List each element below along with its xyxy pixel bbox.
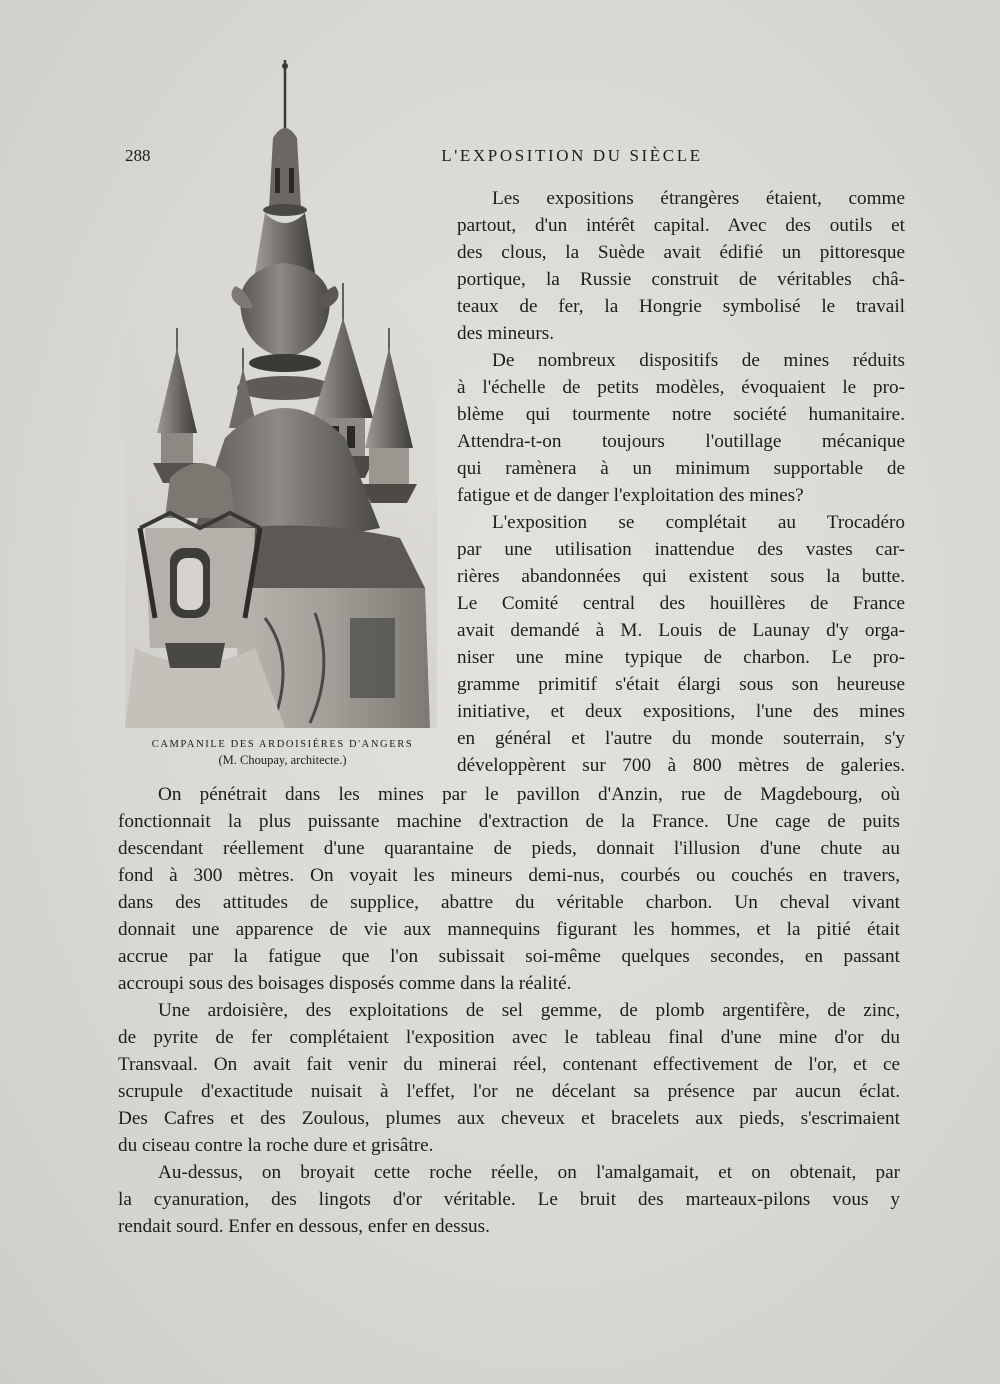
text-line: L'exposition se complétait au Trocadéro (492, 512, 905, 533)
text-line: Transvaal. On avait fait venir du minerai réel, contenant effectivement de l'or, et ce (118, 1054, 900, 1075)
text-line: Des Cafres et des Zoulous, plumes aux cheveux et bracelets aux pieds, s'escrimaient (118, 1108, 900, 1129)
text-line: développèrent sur 700 à 800 mètres de galeries. (457, 755, 905, 776)
text-line: accrue par la fatigue que l'on subissait soi-même quelques secondes, en passant (118, 946, 900, 967)
text-line: partout, d'un intérêt capital. Avec des outils et (457, 215, 905, 236)
text-line: scrupule d'exactitude nuisait à l'effet, l'or ne décelant sa présence par aucun éclat. (118, 1081, 900, 1102)
text-line: rières abandonnées qui existent sous la butte. (457, 566, 905, 587)
text-line: qui ramènera à un minimum supportable de (457, 458, 905, 479)
text-line: Les expositions étrangères étaient, comme (492, 188, 905, 209)
text-line: portique, la Russie construit de véritables châ- (457, 269, 905, 290)
text-line: initiative, et deux expositions, l'une des mines (457, 701, 905, 722)
text-line: de pyrite de fer complétaient l'exposition avec le tableau final d'une mine d'or du (118, 1027, 900, 1048)
text-line: donnait une apparence de vie aux mannequins figurant les hommes, et la pitié était (118, 919, 900, 940)
text-line: dans des attitudes de supplice, abattre du véritable charbon. Un cheval vivant (118, 892, 900, 913)
figure-caption-credit: (M. Choupay, architecte.) (218, 753, 347, 767)
text-line: par une utilisation inattendue des vastes car- (457, 539, 905, 560)
text-line: fond à 300 mètres. On voyait les mineurs demi-nus, courbés ou couchés en travers, (118, 865, 900, 886)
text-line: Au-dessus, on broyait cette roche réelle, on l'amalgamait, et on obtenait, par (158, 1162, 900, 1183)
text-line: avait demandé à M. Louis de Launay d'y orga- (457, 620, 905, 641)
text-line: en général et l'autre du monde souterrain, s'y (457, 728, 905, 749)
text-line: Attendra-t-on toujours l'outillage mécanique (457, 431, 905, 452)
text-line: teaux de fer, la Hongrie symbolisé le travail (457, 296, 905, 317)
text-line: descendant réellement d'une quarantaine de pieds, donnait l'illusion d'une chute au (118, 838, 900, 859)
text-line: des mineurs. (457, 323, 554, 344)
text-line: fonctionnait la plus puissante machine d'extraction de la France. Une cage de puits (118, 811, 900, 832)
text-line: niser une mine typique de charbon. Le pro- (457, 647, 905, 668)
text-line: On pénétrait dans les mines par le pavillon d'Anzin, rue de Magdebourg, où (158, 784, 900, 805)
text-line: fatigue et de danger l'exploitation des mines? (457, 485, 804, 506)
text-line: De nombreux dispositifs de mines réduits (492, 350, 905, 371)
text-line: Une ardoisière, des exploitations de sel gemme, de plomb argentifère, de zinc, (158, 1000, 900, 1021)
text-line: à l'échelle de petits modèles, évoquaient le pro- (457, 377, 905, 398)
figure-caption-title: CAMPANILE DES ARDOISIÈRES D'ANGERS (151, 739, 414, 750)
text-line: gramme primitif s'était élargi sous son heureuse (457, 674, 905, 695)
text-line: rendait sourd. Enfer en dessous, enfer en dessus. (118, 1216, 490, 1237)
text-line: du ciseau contre la roche dure et grisâtre. (118, 1135, 434, 1156)
text-line: Le Comité central des houillères de France (457, 593, 905, 614)
text-line: blème qui tourmente notre société humanitaire. (457, 404, 905, 425)
text-line: des clous, la Suède avait édifié un pittoresque (457, 242, 905, 263)
text-line: accroupi sous des boisages disposés comme dans la réalité. (118, 973, 572, 994)
running-head: L'EXPOSITION DU SIÈCLE (441, 146, 703, 165)
text-line: la cyanuration, des lingots d'or véritable. Le bruit des marteaux-pilons vous y (118, 1189, 900, 1210)
campanile-illustration (125, 58, 437, 728)
